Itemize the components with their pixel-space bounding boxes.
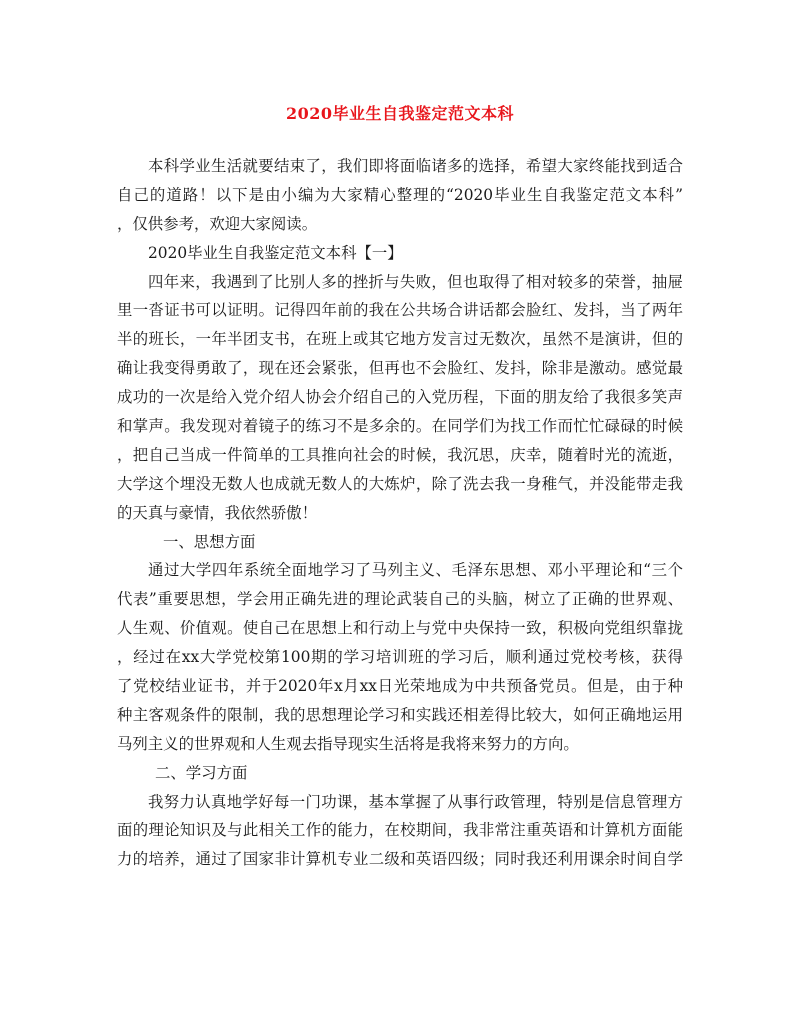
text-line: 我努力认真地学好每一门功课，基本掌握了从事行政管理，特别是信息管理方 xyxy=(148,792,683,811)
text-line: 里一沓证书可以证明。记得四年前的我在公共场合讲话都会脸红、发抖，当了两年 xyxy=(117,301,683,320)
text-line: 人生观、价值观。使自己在思想上和行动上与党中央保持一致，积极向党组织靠拢 xyxy=(117,619,683,638)
text-line: 代表”重要思想，学会用正确先进的理论武装自己的头脑，树立了正确的世界观、 xyxy=(117,590,683,609)
text-line: 大学这个埋没无数人也成就无数人的大炼炉，除了洗去我一身稚气，并没能带走我 xyxy=(117,474,683,493)
text-line: 通过大学四年系统全面地学习了马列主义、毛泽东思想、邓小平理论和“三个 xyxy=(148,561,683,580)
text-line: 确让我变得勇敢了，现在还会紧张，但再也不会脸红、发抖，除非是激动。感觉最 xyxy=(117,359,683,378)
text-line: 了党校结业证书，并于2020年x月xx日光荣地成为中共预备党员。但是，由于种 xyxy=(117,677,683,696)
heading-study: 二、学习方面 xyxy=(155,763,248,782)
text-line: 的天真与豪情，我依然骄傲！ xyxy=(117,503,318,522)
text-line: ，经过在xx大学党校第100期的学习培训班的学习后，顺利通过党校考核，获得 xyxy=(117,648,683,667)
text-line: 力的培养，通过了国家非计算机专业二级和英语四级；同时我还利用课余时间自学 xyxy=(117,850,683,869)
text-line: 种主客观条件的限制，我的思想理论学习和实践还相差得比较大，如何正确地运用 xyxy=(117,705,683,724)
document-body xyxy=(117,152,683,874)
text-line: ，把自己当成一件简单的工具推向社会的时候，我沉思，庆幸，随着时光的流逝， xyxy=(117,445,683,464)
text-line: 面的理论知识及与此相关工作的能力，在校期间，我非常注重英语和计算机方面能 xyxy=(117,821,683,840)
text-line: 马列主义的世界观和人生观去指导现实生活将是我将来努力的方向。 xyxy=(117,734,579,753)
text-line: 半的班长，一年半团支书，在班上或其它地方发言过无数次，虽然不是演讲，但的 xyxy=(117,330,683,349)
heading-thought: 一、思想方面 xyxy=(163,532,256,551)
text-line: 四年来，我遇到了比别人多的挫折与失败，但也取得了相对较多的荣誉，抽屉 xyxy=(148,272,683,291)
text-line: 自己的道路！以下是由小编为大家精心整理的“2020毕业生自我鉴定范文本科” xyxy=(117,185,683,204)
text-line: 成功的一次是给入党介绍人协会介绍自己的入党历程，下面的朋友给了我很多笑声 xyxy=(117,388,683,407)
document-title: 2020毕业生自我鉴定范文本科 xyxy=(285,104,515,123)
text-line: 和掌声。我发现对着镜子的练习不是多余的。在同学们为找工作而忙忙碌碌的时候 xyxy=(117,417,683,436)
section-heading: 2020毕业生自我鉴定范文本科【一】 xyxy=(148,243,403,262)
text-line: 本科学业生活就要结束了，我们即将面临诸多的选择，希望大家终能找到适合 xyxy=(148,157,683,175)
text-line: ，仅供参考，欢迎大家阅读。 xyxy=(117,214,318,233)
